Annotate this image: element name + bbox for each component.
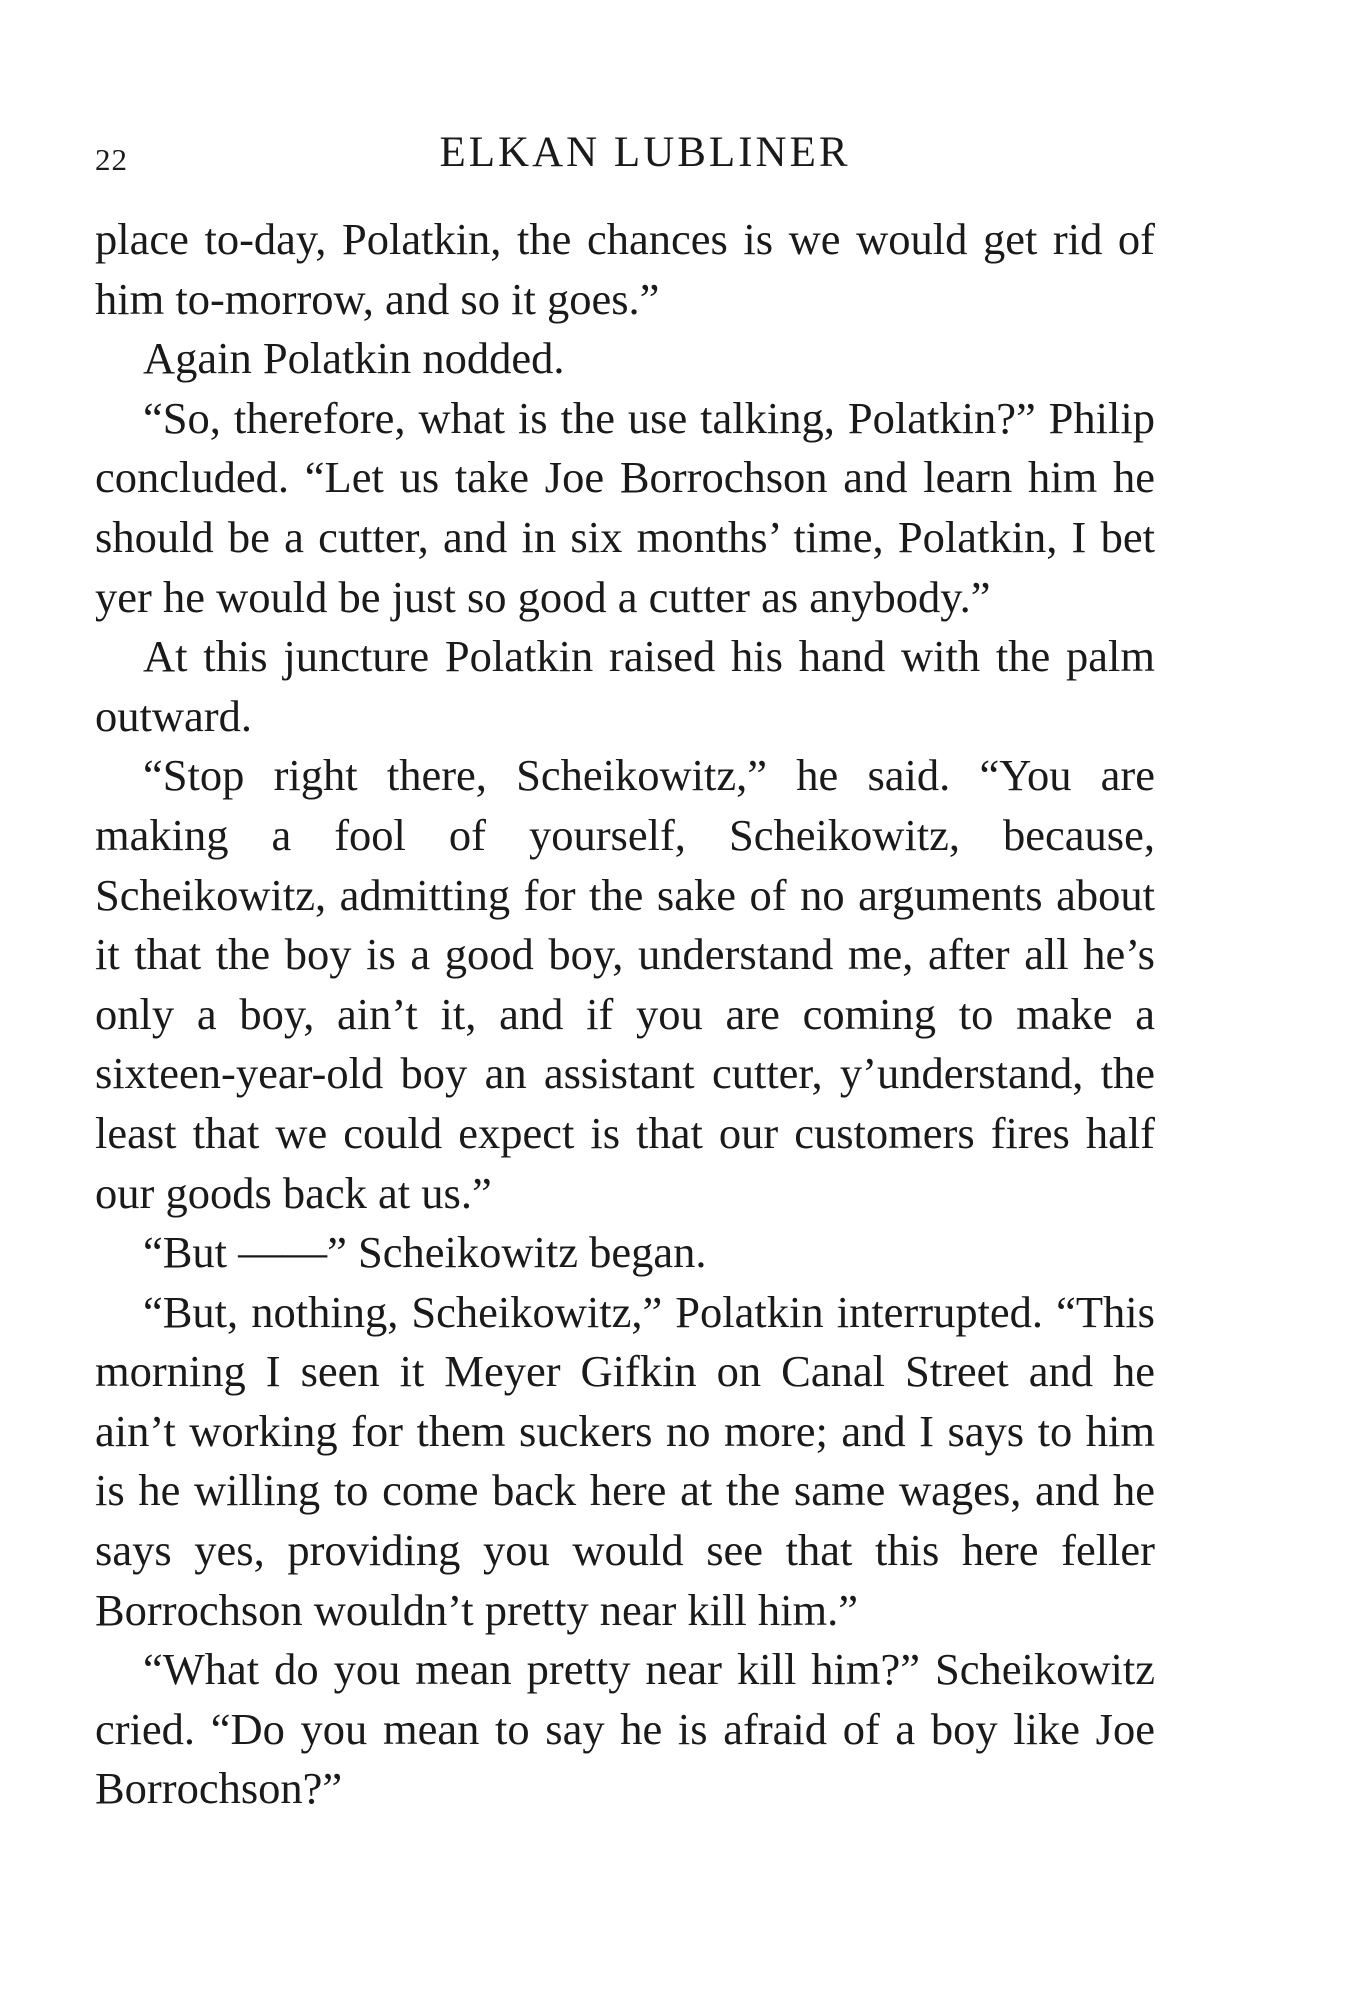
running-head: ELKAN LUBLINER (439, 129, 851, 176)
paragraph: “What do you mean pretty near kill him?” Scheikowitz cried. “Do you mean to say he is afraid of a boy like Joe Borrochson?” (95, 1644, 1155, 1814)
paragraph: At this juncture Polatkin raised his hand with the palm outward. (95, 631, 1155, 741)
paragraph: Again Polatkin nodded. (143, 333, 565, 384)
page-number: 22 (95, 142, 128, 177)
paragraph: place to-day, Polatkin, the chances is we would get rid of him to-morrow, and so it goes.” (95, 214, 1155, 324)
paragraph: “But, nothing, Scheikowitz,” Polatkin interrupted. “This morning I seen it Meyer Gifkin on Canal Street and he ain’t working for them suckers no more; and I says to him is he willing to come back here at the same wages, and he says yes, providing you would see that this here feller Borrochson wouldn’t pretty near kill him.” (95, 1286, 1155, 1635)
body-text (95, 210, 1155, 1819)
paragraph: “But ——” Scheikowitz began. (143, 1227, 707, 1278)
paragraph: “Stop right there, Scheikowitz,” he said. “You are making a fool of yourself, Scheikowitz, because, Scheikowitz, admitting for the sake of no arguments about it that the boy is a good boy, understand me, after all he’s only a boy, ain’t it, and if you are coming to make a sixteen-year-old boy an assistant cutter, y’understand, the least that we could expect is that our customers fires half our goods back at us.” (95, 750, 1155, 1218)
page-header (95, 128, 1155, 188)
paragraph: “So, therefore, what is the use talking, Polatkin?” Philip concluded. “Let us take Joe Borrochson and learn him he should be a cutter, and in six months’ time, Polatkin, I bet yer he would be just so good a cutter as anybody.” (95, 392, 1155, 622)
